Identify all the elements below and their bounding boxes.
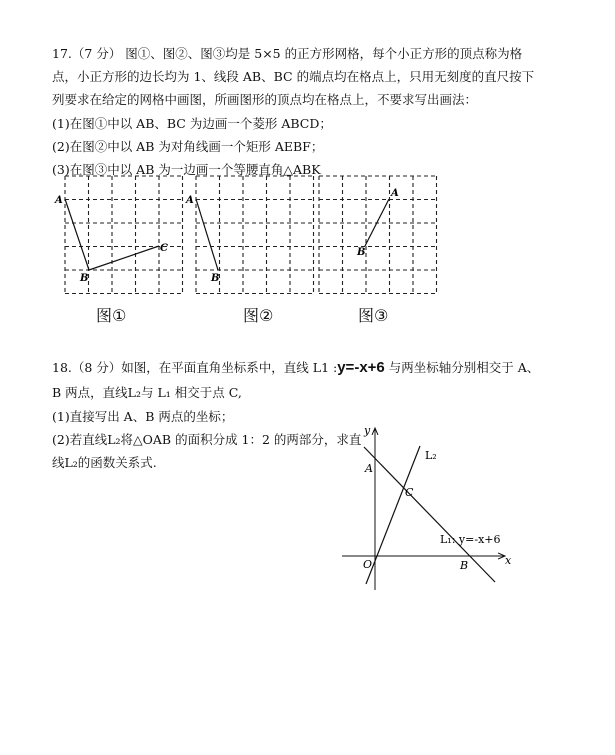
q18-line-2: B 两点，直线L₂与 L₁ 相交于点 C, xyxy=(52,385,242,400)
point-a-label: A xyxy=(365,462,373,475)
q18-item-1: (1)直接写出 A、B 两点的坐标； xyxy=(52,409,234,424)
q17-item-3: (3)在图③中以 AB 为一边画一个等腰直角△ABK xyxy=(52,162,321,177)
q18-equation: y=-x+6 xyxy=(337,359,385,376)
fig2-label-b: B xyxy=(211,273,220,284)
q17-line-3: 列要求在给定的网格中画图，所画图形的顶点均在格点上，不要求写出画法： xyxy=(52,92,478,107)
fig1-label-b: B xyxy=(80,273,89,284)
q17-item-2: (2)在图②中以 AB 为对角线画一个矩形 AEBF； xyxy=(52,139,324,154)
q18-line-1-pre: 18.（8 分）如图，在平面直角坐标系中，直线 L1 : xyxy=(52,360,338,375)
fig3-label-b: B xyxy=(357,247,366,258)
q18-item-3: 线L₂的函数关系式. xyxy=(52,455,157,470)
x-axis-label: x xyxy=(505,554,512,567)
line-l2 xyxy=(366,446,420,584)
fig3-label-a: A xyxy=(391,188,399,199)
fig2-label-a: A xyxy=(186,195,194,206)
fig1-label-a: A xyxy=(55,195,63,206)
point-b-label: B xyxy=(460,559,469,572)
q17-item-1: (1)在图①中以 AB、BC 为边画一个菱形 ABCD； xyxy=(52,116,332,131)
point-c-label: C xyxy=(405,486,414,499)
q18-line-1-post: 与两坐标轴分别相交于 A、 xyxy=(384,360,540,375)
caption-fig1: 图① xyxy=(96,306,127,325)
q17-line-2: 点，小正方形的边长均为 1、线段 AB、BC 的端点均在格点上，只用无刻度的直尺按下 xyxy=(52,69,535,84)
line-l2-label: L₂ xyxy=(425,449,437,462)
origin-label: O xyxy=(363,558,373,571)
fig1-label-c: C xyxy=(160,243,168,254)
line-l1 xyxy=(364,447,495,582)
q17-line-1: 17.（7 分） 图①、图②、图③均是 5×5 的正方形网格，每个小正方形的顶点称为格 xyxy=(52,46,523,61)
caption-fig2: 图② xyxy=(243,306,274,325)
line-l1-label: L₁: y=-x+6 xyxy=(440,533,501,546)
q18-item-2: (2)若直线L₂将△OAB 的面积分成 1：2 的两部分，求直 xyxy=(52,432,362,447)
y-axis-label: y xyxy=(364,424,371,437)
caption-fig3: 图③ xyxy=(358,306,389,325)
